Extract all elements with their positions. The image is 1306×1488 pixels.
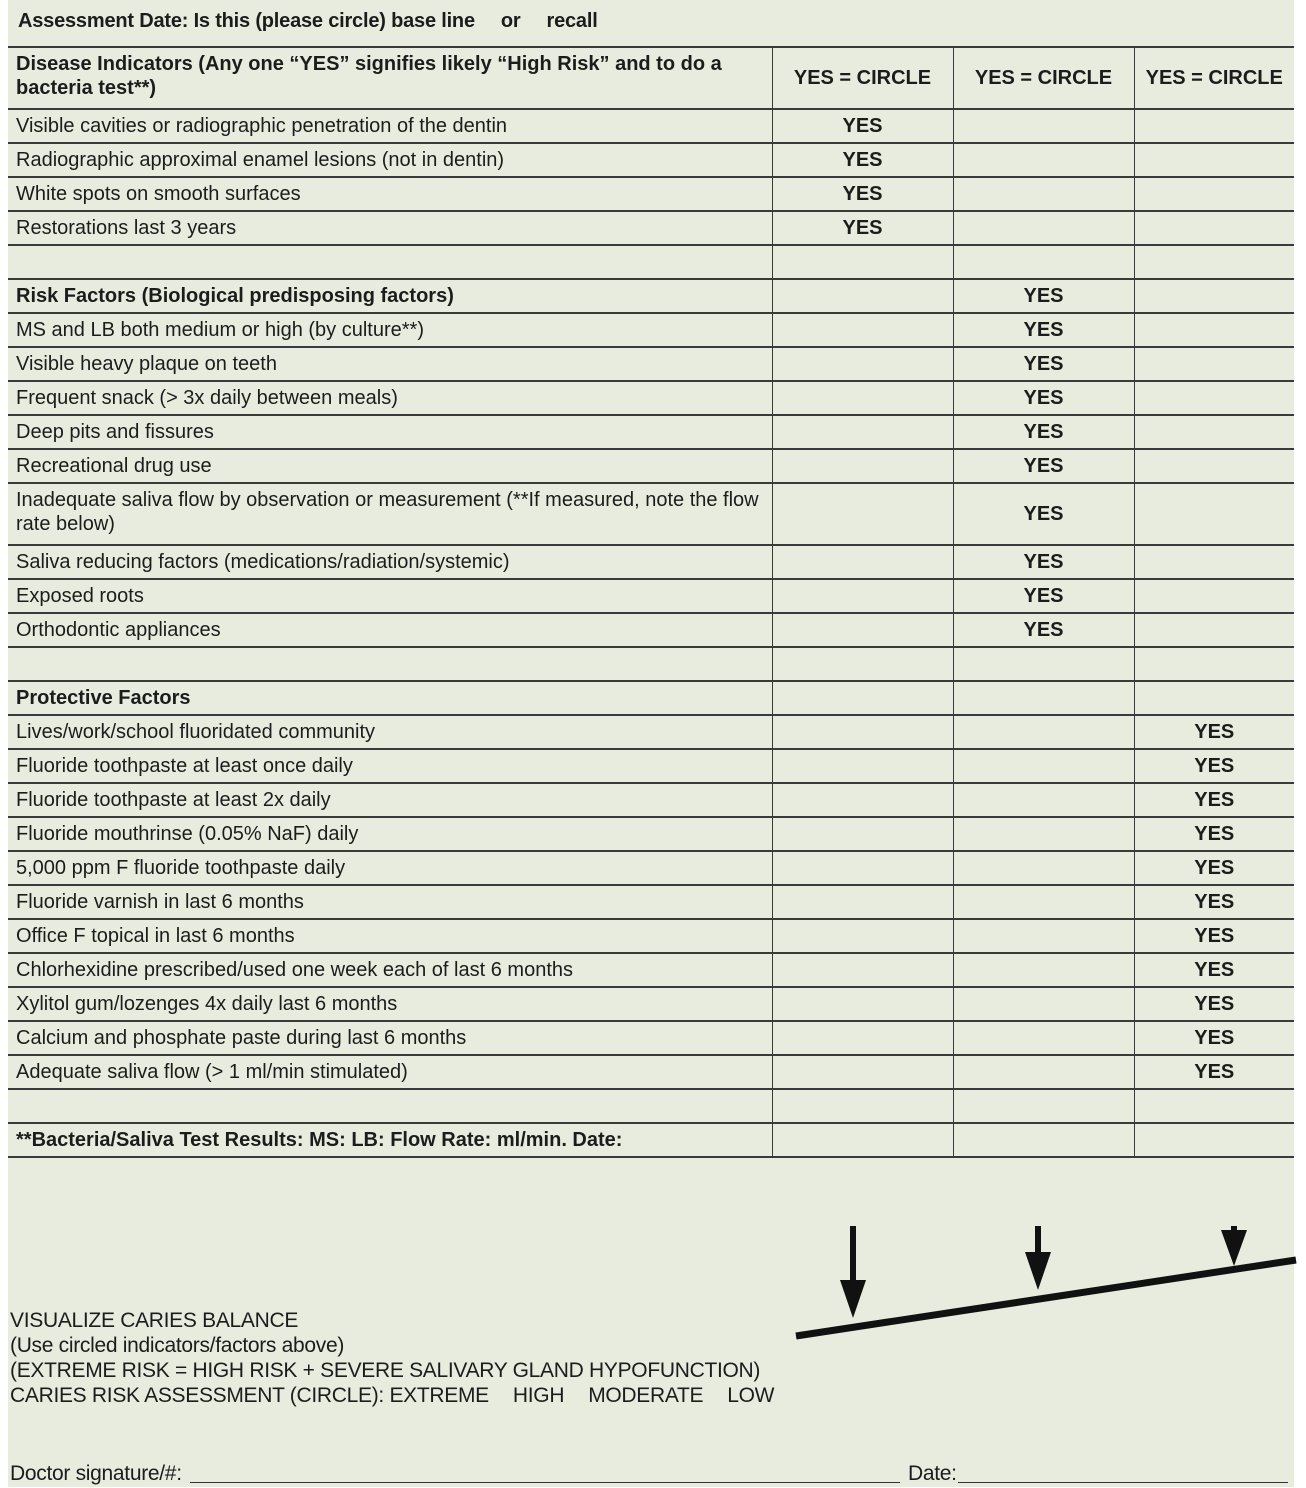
yes-circle[interactable]: YES (953, 347, 1134, 381)
table-row (8, 579, 1294, 613)
yes-circle[interactable]: YES (1134, 1021, 1294, 1055)
row-label: MS and LB both medium or high (by culture**) (8, 313, 772, 347)
row-label: Fluoride toothpaste at least once daily (8, 749, 772, 783)
balance-beam (796, 1260, 1296, 1336)
yes-circle[interactable]: YES (1134, 817, 1294, 851)
row-label: Deep pits and fissures (8, 415, 772, 449)
yes-circle[interactable]: YES (1134, 1055, 1294, 1089)
yes-circle[interactable]: YES (772, 177, 953, 211)
protective-factors-header: Protective Factors (8, 681, 772, 715)
table-row (8, 545, 1294, 579)
spacer-row (8, 1089, 1294, 1123)
signature-date-field[interactable] (958, 1482, 1288, 1483)
table-row (8, 851, 1294, 885)
table-row (8, 313, 1294, 347)
row-label: Fluoride mouthrinse (0.05% NaF) daily (8, 817, 772, 851)
visualize-instruction: (Use circled indicators/factors above) (10, 1334, 345, 1357)
yes-circle[interactable]: YES (953, 449, 1134, 483)
table-row (8, 381, 1294, 415)
table-row (8, 987, 1294, 1021)
row-label: Exposed roots (8, 579, 772, 613)
column-header-disease: YES = CIRCLE (772, 47, 953, 109)
yes-circle[interactable]: YES (1134, 715, 1294, 749)
row-label: Adequate saliva flow (> 1 ml/min stimulated) (8, 1055, 772, 1089)
table-row (8, 347, 1294, 381)
table-row (8, 783, 1294, 817)
row-label: Office F topical in last 6 months (8, 919, 772, 953)
caries-balance-diagram (790, 1218, 1300, 1358)
risk-factors-header-row (8, 279, 1294, 313)
yes-circle[interactable]: YES (953, 381, 1134, 415)
row-label: Fluoride varnish in last 6 months (8, 885, 772, 919)
table-row (8, 483, 1294, 545)
yes-circle[interactable]: YES (1134, 749, 1294, 783)
signature-line (10, 1462, 1296, 1488)
table-row (8, 415, 1294, 449)
assessment-date-line (18, 6, 598, 36)
signature-date-label: Date: (908, 1462, 957, 1485)
risk-factors-arrow-icon (1025, 1226, 1051, 1290)
column-header-risk: YES = CIRCLE (953, 47, 1134, 109)
row-label: Radiographic approximal enamel lesions (not in dentin) (8, 143, 772, 177)
disease-indicators-arrow-icon (840, 1226, 866, 1318)
risk-option-extreme[interactable]: CARIES RISK ASSESSMENT (CIRCLE): EXTREME (10, 1384, 489, 1407)
disease-indicators-header: Disease Indicators (Any one “YES” signifies likely “High Risk” and to do a bacteria test**) (8, 47, 772, 109)
table-row (8, 109, 1294, 143)
table-row (8, 885, 1294, 919)
table-row (8, 613, 1294, 647)
test-results-row (8, 1123, 1294, 1157)
row-label: Restorations last 3 years (8, 211, 772, 245)
yes-circle[interactable]: YES (1134, 953, 1294, 987)
yes-circle[interactable]: YES (1134, 851, 1294, 885)
table-row (8, 817, 1294, 851)
visualize-heading: VISUALIZE CARIES BALANCE (10, 1309, 299, 1332)
row-label: Visible cavities or radiographic penetration of the dentin (8, 109, 772, 143)
yes-circle[interactable]: YES (772, 211, 953, 245)
extreme-risk-definition: (EXTREME RISK = HIGH RISK + SEVERE SALIVARY GLAND HYPOFUNCTION) (10, 1359, 761, 1382)
table-row (8, 953, 1294, 987)
yes-circle[interactable]: YES (1134, 987, 1294, 1021)
table-header-row (8, 47, 1294, 109)
risk-factors-header: Risk Factors (Biological predisposing factors) (8, 279, 772, 313)
row-label: White spots on smooth surfaces (8, 177, 772, 211)
doctor-signature-field[interactable] (190, 1482, 900, 1483)
row-label: Saliva reducing factors (medications/radiation/systemic) (8, 545, 772, 579)
yes-circle[interactable]: YES (953, 613, 1134, 647)
yes-circle[interactable]: YES (953, 545, 1134, 579)
yes-circle[interactable]: YES (1134, 919, 1294, 953)
row-label: Inadequate saliva flow by observation or measurement (**If measured, note the flow rate below) (8, 483, 772, 545)
yes-circle[interactable]: YES (953, 313, 1134, 347)
column-header-protective: YES = CIRCLE (1134, 47, 1294, 109)
row-label: Lives/work/school fluoridated community (8, 715, 772, 749)
yes-circle[interactable]: YES (953, 483, 1134, 545)
yes-circle[interactable]: YES (953, 279, 1134, 313)
row-label: Fluoride toothpaste at least 2x daily (8, 783, 772, 817)
assessment-option-or: or (500, 9, 521, 32)
row-label: Frequent snack (> 3x daily between meals) (8, 381, 772, 415)
protective-factors-arrow-icon (1221, 1226, 1247, 1266)
spacer-row (8, 245, 1294, 279)
risk-assessment-line (10, 1383, 798, 1408)
table-row (8, 715, 1294, 749)
row-label: Visible heavy plaque on teeth (8, 347, 772, 381)
row-label: Recreational drug use (8, 449, 772, 483)
yes-circle[interactable]: YES (953, 415, 1134, 449)
yes-circle[interactable]: YES (1134, 885, 1294, 919)
row-label: Chlorhexidine prescribed/used one week each of last 6 months (8, 953, 772, 987)
risk-option-high[interactable]: HIGH (512, 1384, 565, 1407)
table-row (8, 177, 1294, 211)
test-results-field[interactable]: **Bacteria/Saliva Test Results: MS: LB: Flow Rate: ml/min. Date: (8, 1123, 772, 1157)
yes-circle[interactable]: YES (772, 109, 953, 143)
yes-circle[interactable]: YES (953, 579, 1134, 613)
row-label: 5,000 ppm F fluoride toothpaste daily (8, 851, 772, 885)
spacer-row (8, 647, 1294, 681)
risk-option-low[interactable]: LOW (727, 1384, 775, 1407)
assessment-date-label: Assessment Date: Is this (please circle) base line (18, 9, 475, 32)
table-row (8, 449, 1294, 483)
table-row (8, 143, 1294, 177)
doctor-signature-label: Doctor signature/#: (10, 1462, 182, 1485)
table-row (8, 1055, 1294, 1089)
row-label: Calcium and phosphate paste during last 6 months (8, 1021, 772, 1055)
table-row (8, 211, 1294, 245)
row-label: Xylitol gum/lozenges 4x daily last 6 months (8, 987, 772, 1021)
row-label: Orthodontic appliances (8, 613, 772, 647)
protective-factors-header-row (8, 681, 1294, 715)
risk-option-moderate[interactable]: MODERATE (588, 1384, 704, 1407)
caries-risk-table (8, 46, 1294, 1158)
yes-circle[interactable]: YES (1134, 783, 1294, 817)
table-row (8, 749, 1294, 783)
caries-balance-instructions (10, 1308, 798, 1408)
yes-circle[interactable]: YES (772, 143, 953, 177)
assessment-option-recall[interactable]: recall (546, 9, 598, 32)
table-row (8, 919, 1294, 953)
table-row (8, 1021, 1294, 1055)
